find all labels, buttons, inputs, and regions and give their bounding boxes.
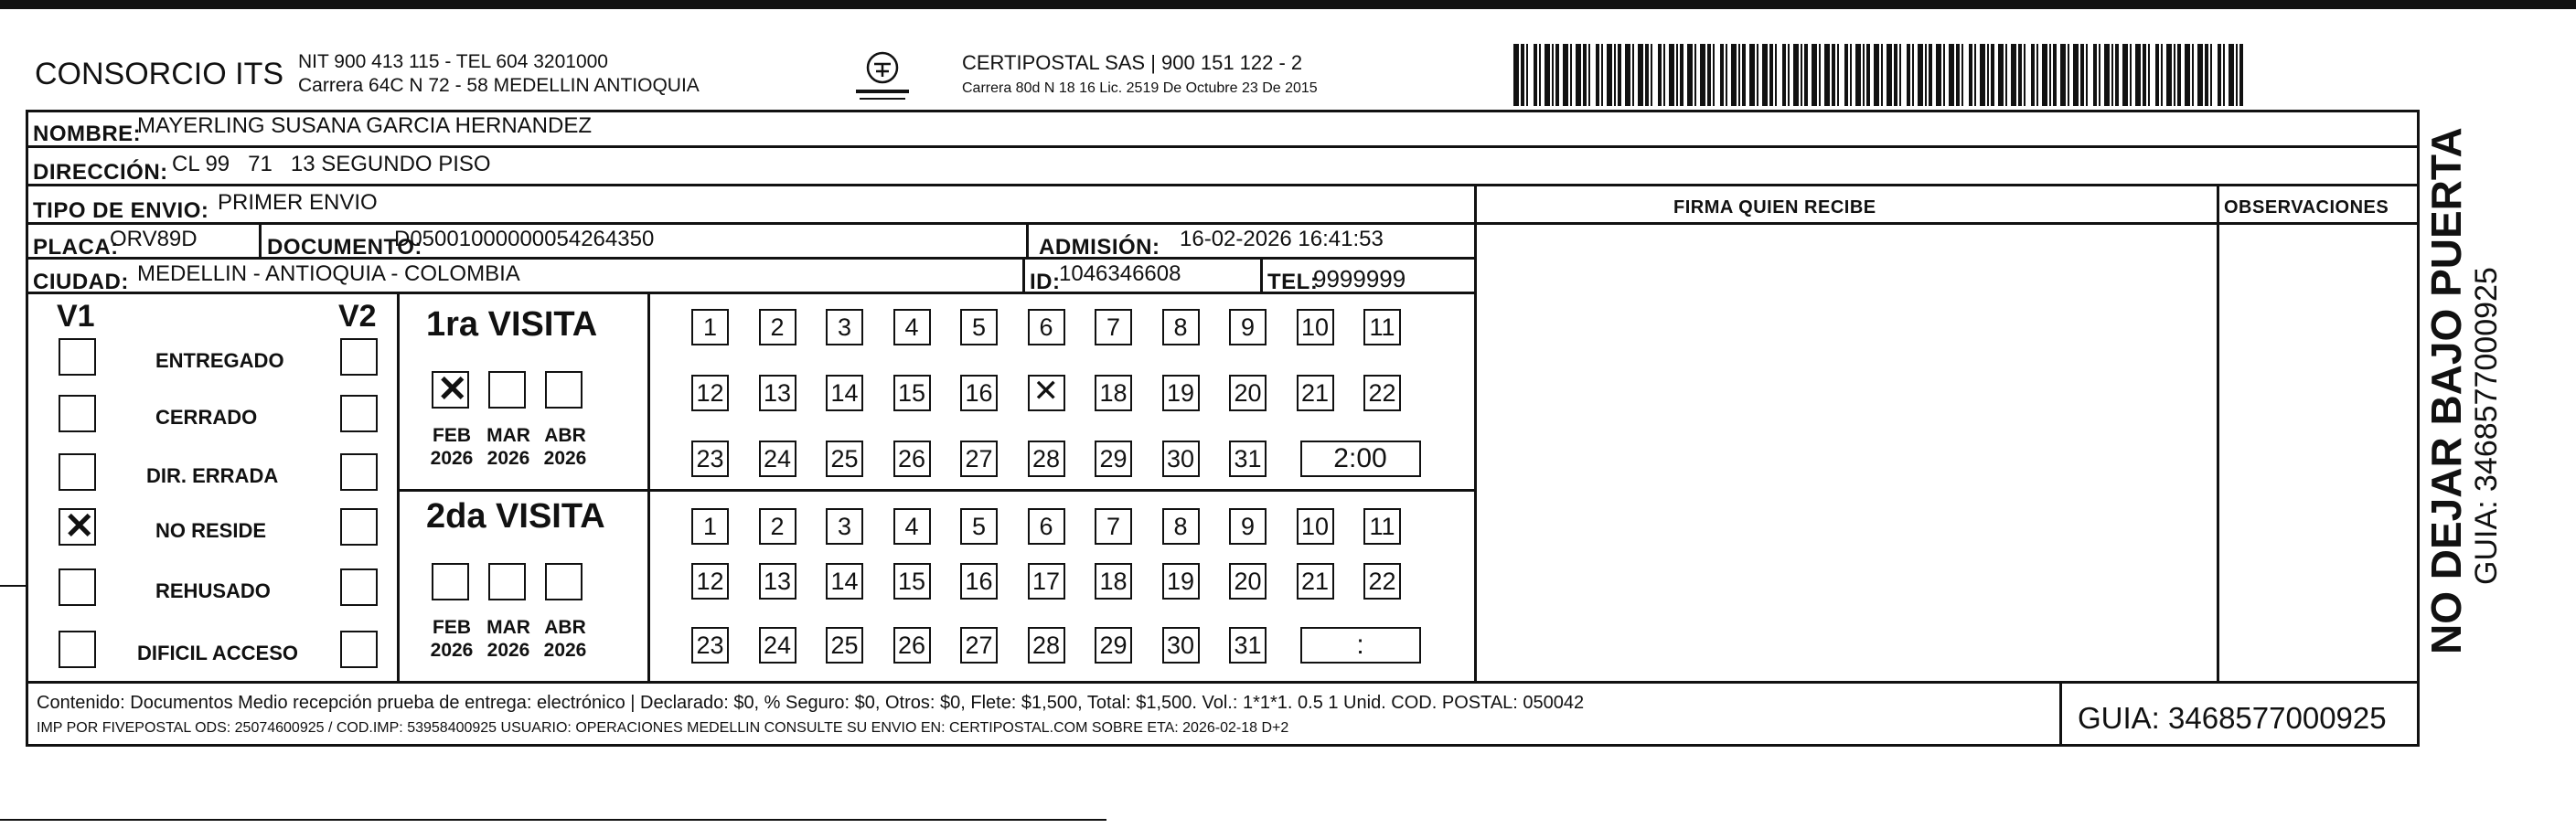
- nombre-label: NOMBRE:: [33, 122, 142, 146]
- month-year: 2026: [543, 448, 587, 469]
- placa-row: [26, 225, 1474, 260]
- second-visit-day-15[interactable]: 15: [893, 563, 931, 600]
- v2-header: V2: [338, 299, 377, 334]
- second-visit-day-7[interactable]: 7: [1095, 508, 1132, 545]
- firma-area[interactable]: [1500, 239, 2195, 669]
- second-visit-month-label: [540, 616, 591, 662]
- id-label: ID:: [1030, 270, 1061, 294]
- tipo-value: PRIMER ENVIO: [218, 190, 378, 215]
- admision-divider: [1026, 225, 1029, 258]
- nit-line: NIT 900 413 115 - TEL 604 3201000: [298, 51, 608, 72]
- first-visit-month-label: [540, 424, 591, 470]
- first-visit-day-30[interactable]: 30: [1162, 441, 1200, 477]
- status-label-entregado: ENTREGADO: [155, 349, 284, 372]
- v2-checkbox-dificil-acceso[interactable]: [340, 631, 378, 668]
- first-visit-day-11[interactable]: 11: [1363, 309, 1401, 345]
- second-visit-day-14[interactable]: 14: [826, 563, 863, 600]
- second-visit-day-20[interactable]: 20: [1229, 563, 1267, 600]
- first-visit-day-18[interactable]: 18: [1095, 375, 1132, 411]
- documento-label: DOCUMENTO:: [267, 235, 422, 260]
- second-visit-day-2[interactable]: 2: [759, 508, 796, 545]
- company-info: [298, 50, 700, 98]
- second-visit-day-27[interactable]: 27: [960, 627, 998, 664]
- v2-checkbox-dir-errada[interactable]: [340, 453, 378, 491]
- second-visit-day-17[interactable]: 17: [1028, 563, 1065, 600]
- month-year: 2026: [430, 640, 474, 661]
- month-year: 2026: [430, 448, 474, 469]
- side-guia: GUIA: 3468577000925: [2469, 267, 2504, 585]
- first-visit-day-2[interactable]: 2: [759, 309, 796, 345]
- certipostal-logo-icon: [850, 46, 914, 110]
- placa-label: PLACA:: [33, 235, 119, 260]
- month-name: MAR: [486, 617, 530, 638]
- second-visit-day-1[interactable]: 1: [691, 508, 729, 545]
- company-address: Carrera 64C N 72 - 58 MEDELLIN ANTIOQUIA: [298, 75, 700, 96]
- firma-label: FIRMA QUIEN RECIBE: [1673, 197, 1876, 218]
- v1-header: V1: [57, 299, 95, 334]
- second-visit-day-11[interactable]: 11: [1363, 508, 1401, 545]
- first-visit-day-27[interactable]: 27: [960, 441, 998, 477]
- observaciones-area[interactable]: [2224, 239, 2412, 669]
- second-visit-month-feb[interactable]: [432, 563, 469, 600]
- month-year: 2026: [543, 640, 587, 661]
- first-visit-month-feb[interactable]: [432, 371, 469, 409]
- second-visit-day-4[interactable]: 4: [893, 508, 931, 545]
- first-visit-day-6[interactable]: 6: [1028, 309, 1065, 345]
- second-visit-day-16[interactable]: 16: [960, 563, 998, 600]
- status-label-no-reside: NO RESIDE: [155, 519, 267, 542]
- admision-value: 16-02-2026 16:41:53: [1180, 227, 1384, 251]
- carrier-info: [962, 50, 1318, 101]
- first-visit-month-abr[interactable]: [545, 371, 583, 409]
- second-visit-day-19[interactable]: 19: [1162, 563, 1200, 600]
- first-visit-time[interactable]: 2:00: [1300, 441, 1421, 477]
- second-visit-day-26[interactable]: 26: [893, 627, 931, 664]
- first-visit-label: 1ra VISITA: [426, 305, 598, 344]
- carrier-line: CERTIPOSTAL SAS | 900 151 122 - 2: [962, 51, 1303, 74]
- second-visit-day-29[interactable]: 29: [1095, 627, 1132, 664]
- v2-checkbox-rehusado[interactable]: [340, 568, 378, 606]
- content-details: Contenido: Documentos Medio recepción prueba de entrega: electrónico | Declarado: $0, % Seguro: $0, Otros: $0, Flete: $1,500, Total: $1,500. Vol.: 1*1*1. 0.5 1 Unid. COD. POSTAL: 050042: [37, 693, 1585, 713]
- status-label-cerrado: CERRADO: [155, 406, 258, 429]
- month-name: FEB: [433, 425, 471, 446]
- second-visit-day-13[interactable]: 13: [759, 563, 796, 600]
- first-visit-day-22[interactable]: 22: [1363, 375, 1401, 411]
- second-visit-day-8[interactable]: 8: [1162, 508, 1200, 545]
- second-visit-day-31[interactable]: 31: [1229, 627, 1267, 664]
- documento-value: D05001000000054264350: [394, 227, 655, 251]
- first-visit-day-26[interactable]: 26: [893, 441, 931, 477]
- second-visit-month-label: [426, 616, 477, 662]
- id-value: 1046346608: [1059, 261, 1181, 286]
- first-visit-day-4[interactable]: 4: [893, 309, 931, 345]
- second-visit-day-6[interactable]: 6: [1028, 508, 1065, 545]
- placa-value: ORV89D: [110, 227, 198, 251]
- v1-checkbox-dificil-acceso[interactable]: [59, 631, 96, 668]
- first-visit-day-13[interactable]: 13: [759, 375, 796, 411]
- v2-checkbox-cerrado[interactable]: [340, 395, 378, 432]
- ciudad-value: MEDELLIN - ANTIOQUIA - COLOMBIA: [137, 261, 520, 286]
- month-name: ABR: [544, 617, 586, 638]
- first-visit-day-25[interactable]: 25: [826, 441, 863, 477]
- month-name: MAR: [486, 425, 530, 446]
- first-visit-day-21[interactable]: 21: [1297, 375, 1334, 411]
- month-name: ABR: [544, 425, 586, 446]
- tipo-label: TIPO DE ENVIO:: [33, 198, 209, 223]
- second-visit-month-abr[interactable]: [545, 563, 583, 600]
- status-label-rehusado: REHUSADO: [155, 579, 271, 602]
- first-visit-day-20[interactable]: 20: [1229, 375, 1267, 411]
- v2-checkbox-entregado[interactable]: [340, 338, 378, 376]
- first-visit-day-24[interactable]: 24: [759, 441, 796, 477]
- first-visit-day-1[interactable]: 1: [691, 309, 729, 345]
- second-visit-time[interactable]: :: [1300, 627, 1421, 664]
- firma-left-divider: [1474, 186, 1477, 684]
- second-visit-month-mar[interactable]: [488, 563, 526, 600]
- first-visit-month-mar[interactable]: [488, 371, 526, 409]
- first-visit-day-29[interactable]: 29: [1095, 441, 1132, 477]
- v1-checkbox-no-reside[interactable]: [59, 508, 96, 546]
- v2-checkbox-no-reside[interactable]: [340, 508, 378, 546]
- first-visit-day-17[interactable]: [1028, 375, 1065, 411]
- tel-label: TEL:: [1267, 270, 1319, 294]
- second-visit-day-9[interactable]: 9: [1229, 508, 1267, 545]
- first-visit-month-label: [426, 424, 477, 470]
- print-details: IMP POR FIVEPOSTAL ODS: 25074600925 / COD.IMP: 53958400925 USUARIO: OPERACIONES MEDELLIN CONSULTE SU ENVIO EN: CERTIPOSTAL.COM SOBRE ETA: 2026-02-18 D+2: [37, 720, 1289, 736]
- direccion-row: [26, 148, 2420, 186]
- scan-mark: [0, 585, 26, 587]
- carrier-address: Carrera 80d N 18 16 Lic. 2519 De Octubre 23 De 2015: [962, 80, 1318, 96]
- tel-divider: [1260, 260, 1263, 292]
- second-visit-day-25[interactable]: 25: [826, 627, 863, 664]
- placa-divider: [259, 225, 262, 258]
- first-visit-day-12[interactable]: 12: [691, 375, 729, 411]
- month-year: 2026: [486, 448, 530, 469]
- id-divider: [1022, 260, 1025, 292]
- first-visit-day-7[interactable]: 7: [1095, 309, 1132, 345]
- second-visit-day-12[interactable]: 12: [691, 563, 729, 600]
- v1-checkbox-rehusado[interactable]: [59, 568, 96, 606]
- v1-checkbox-cerrado[interactable]: [59, 395, 96, 432]
- first-visit-day-10[interactable]: 10: [1297, 309, 1334, 345]
- first-visit-day-9[interactable]: 9: [1229, 309, 1267, 345]
- second-visit-day-30[interactable]: 30: [1162, 627, 1200, 664]
- first-visit-day-23[interactable]: 23: [691, 441, 729, 477]
- tipo-row: [26, 186, 1474, 225]
- first-visit-day-14[interactable]: 14: [826, 375, 863, 411]
- month-year: 2026: [486, 640, 530, 661]
- guia-number: GUIA: 3468577000925: [2078, 701, 2387, 735]
- visit-divider: [397, 489, 1474, 492]
- company-name: CONSORCIO ITS: [35, 57, 284, 91]
- scan-line: [0, 819, 1106, 821]
- status-label-dificil-acceso: DIFICIL ACCESO: [137, 642, 299, 664]
- second-visit-day-22[interactable]: 22: [1363, 563, 1401, 600]
- nombre-row: [26, 110, 2420, 148]
- second-visit-day-28[interactable]: 28: [1028, 627, 1065, 664]
- nombre-value: MAYERLING SUSANA GARCIA HERNANDEZ: [137, 113, 592, 138]
- top-border: [0, 0, 2576, 9]
- status-label-dir-errada: DIR. ERRADA: [146, 464, 279, 487]
- observaciones-divider: [2217, 186, 2219, 684]
- month-name: FEB: [433, 617, 471, 638]
- first-visit-day-28[interactable]: 28: [1028, 441, 1065, 477]
- first-visit-day-15[interactable]: 15: [893, 375, 931, 411]
- first-visit-day-16[interactable]: 16: [960, 375, 998, 411]
- direccion-label: DIRECCIÓN:: [33, 160, 168, 185]
- ciudad-label: CIUDAD:: [33, 270, 129, 294]
- barcode-icon: [1513, 44, 2245, 106]
- second-visit-day-3[interactable]: 3: [826, 508, 863, 545]
- side-warning: NO DEJAR BAJO PUERTA: [2422, 127, 2470, 654]
- second-visit-day-23[interactable]: 23: [691, 627, 729, 664]
- first-visit-day-8[interactable]: 8: [1162, 309, 1200, 345]
- v1-checkbox-entregado[interactable]: [59, 338, 96, 376]
- second-visit-month-label: [483, 616, 534, 662]
- first-visit-day-19[interactable]: 19: [1162, 375, 1200, 411]
- first-visit-day-3[interactable]: 3: [826, 309, 863, 345]
- ciudad-row: [26, 260, 1474, 294]
- check-mark-icon: ✕: [64, 506, 95, 547]
- first-visit-month-label: [483, 424, 534, 470]
- admision-label: ADMISIÓN:: [1039, 235, 1160, 260]
- second-visit-day-21[interactable]: 21: [1297, 563, 1334, 600]
- check-mark-icon: ✕: [437, 369, 468, 409]
- second-visit-day-5[interactable]: 5: [960, 508, 998, 545]
- observaciones-label: OBSERVACIONES: [2224, 197, 2389, 218]
- first-visit-day-5[interactable]: 5: [960, 309, 998, 345]
- v1-checkbox-dir-errada[interactable]: [59, 453, 96, 491]
- second-visit-day-24[interactable]: 24: [759, 627, 796, 664]
- direccion-value: CL 99 71 13 SEGUNDO PISO: [172, 152, 491, 176]
- second-visit-day-18[interactable]: 18: [1095, 563, 1132, 600]
- second-visit-label: 2da VISITA: [426, 497, 605, 536]
- second-visit-day-10[interactable]: 10: [1297, 508, 1334, 545]
- tel-value: 9999999: [1313, 265, 1406, 292]
- first-visit-day-31[interactable]: 31: [1229, 441, 1267, 477]
